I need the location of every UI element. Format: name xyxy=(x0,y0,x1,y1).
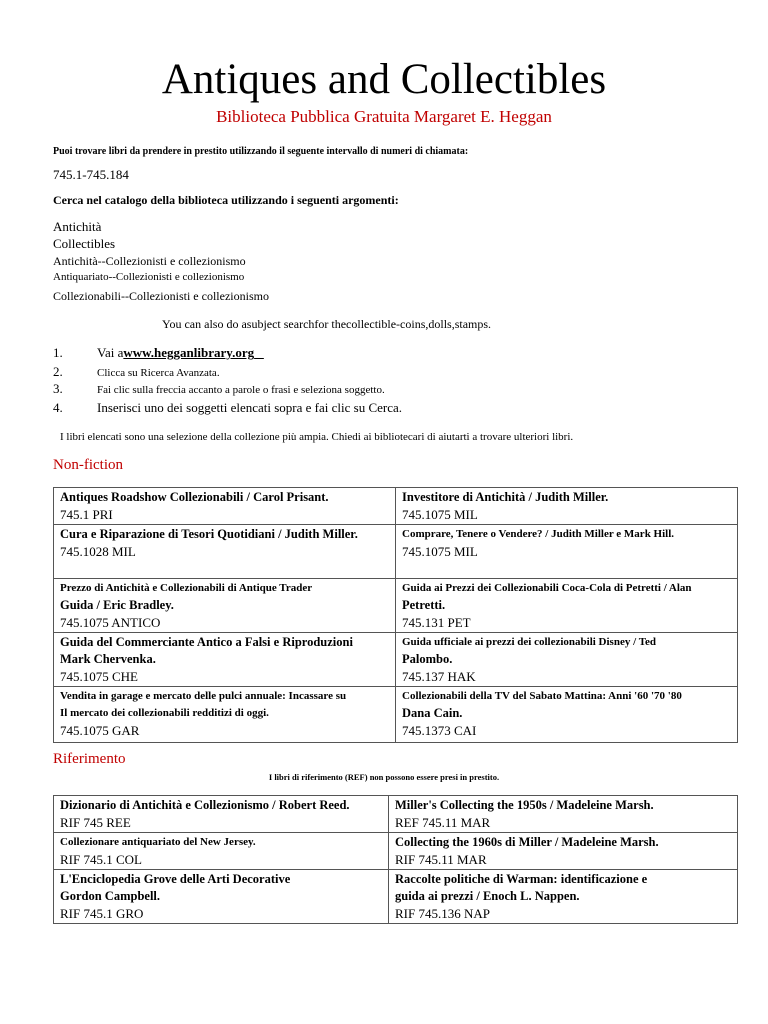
book-cell xyxy=(396,488,738,525)
call-number: REF 745.11 MAR xyxy=(395,815,491,830)
book-author: guida ai prezzi / Enoch L. Nappen. xyxy=(395,889,580,903)
step-number: 4. xyxy=(53,400,63,415)
book-title: Dizionario di Antichità e Collezionismo / Robert Reed. xyxy=(60,798,350,812)
step-text: Inserisci uno dei soggetti elencati sopra e fai clic su Cerca. xyxy=(97,400,403,415)
book-cell xyxy=(389,833,738,870)
step-number: 3. xyxy=(53,381,63,396)
call-number: 745.137 HAK xyxy=(402,669,476,684)
book-author: Dana Cain. xyxy=(402,706,463,720)
catalog-search-label: Cerca nel catalogo della biblioteca utilizzando i seguenti argomenti: xyxy=(53,193,399,207)
call-number: 745.1028 MIL xyxy=(60,544,136,559)
book-title: Guida ai Prezzi dei Collezionabili Coca-Cola di Petretti / Alan xyxy=(402,582,692,594)
subject-search-tip: You can also do asubject searchfor thecollectible-coins,dolls,stamps. xyxy=(162,317,492,331)
step-text: Vai a xyxy=(97,345,124,360)
call-number: 745.1075 MIL xyxy=(402,507,478,522)
call-number: 745.1075 GAR xyxy=(60,723,140,738)
book-title: Antiques Roadshow Collezionabili / Carol Prisant. xyxy=(60,490,329,504)
reference-heading: Riferimento xyxy=(53,751,126,767)
book-title: Collezionare antiquariato del New Jersey. xyxy=(60,836,256,848)
table-row xyxy=(54,796,738,833)
subject-item: Collectibles xyxy=(53,236,116,251)
step-text: Fai clic sulla freccia accanto a parole o frasi e seleziona soggetto. xyxy=(97,384,385,396)
book-title: Investitore di Antichità / Judith Miller. xyxy=(402,490,609,504)
book-cell xyxy=(54,687,396,743)
book-author: Palombo. xyxy=(402,652,453,666)
page-title: Antiques and Collectibles xyxy=(161,56,607,103)
library-website-link[interactable]: www.hegganlibrary.org xyxy=(123,345,255,360)
call-number: RIF 745.1 GRO xyxy=(60,906,144,921)
call-number: RIF 745.11 MAR xyxy=(395,852,487,867)
book-cell xyxy=(54,833,389,870)
call-number: 745.1 PRI xyxy=(60,507,113,522)
book-title: Raccolte politiche di Warman: identificazione e xyxy=(395,872,648,886)
step-1 xyxy=(53,345,264,361)
call-number: RIF 745 REE xyxy=(60,815,131,830)
call-number: 745.1075 ANTICO xyxy=(60,615,161,630)
table-row xyxy=(54,833,738,870)
step-number: 2. xyxy=(53,364,63,379)
book-author: Mark Chervenka. xyxy=(60,652,156,666)
call-range-value: 745.1-745.184 xyxy=(53,167,129,182)
call-range-label: Puoi trovare libri da prendere in prestito utilizzando il seguente intervallo di numeri di chiamata: xyxy=(53,146,469,157)
call-number: 745.131 PET xyxy=(402,615,471,630)
table-row xyxy=(54,488,738,525)
table-row xyxy=(54,633,738,687)
book-cell xyxy=(54,525,396,579)
book-title: Guida del Commerciante Antico a Falsi e Riproduzioni xyxy=(60,635,353,649)
book-cell xyxy=(389,870,738,924)
book-cell xyxy=(396,525,738,579)
reference-table xyxy=(53,795,738,924)
step-2 xyxy=(53,364,220,380)
table-row xyxy=(54,687,738,743)
book-author: Guida / Eric Bradley. xyxy=(60,598,174,612)
reference-note: I libri di riferimento (REF) non possono essere presi in prestito. xyxy=(268,772,500,782)
book-cell xyxy=(54,488,396,525)
library-name: Biblioteca Pubblica Gratuita Margaret E. Heggan xyxy=(216,107,552,126)
book-cell xyxy=(396,633,738,687)
subject-item: Antiquariato--Collezionisti e collezionismo xyxy=(53,271,245,283)
step-3 xyxy=(53,381,385,397)
step-number: 1. xyxy=(53,345,63,360)
book-title: Collezionabili della TV del Sabato Mattina: Anni '60 '70 '80 xyxy=(402,690,682,702)
book-cell xyxy=(396,579,738,633)
subject-item: Antichità--Collezionisti e collezionismo xyxy=(53,254,246,268)
table-row xyxy=(54,525,738,579)
book-cell xyxy=(54,796,389,833)
table-row xyxy=(54,579,738,633)
book-cell xyxy=(389,796,738,833)
call-number: RIF 745.1 COL xyxy=(60,852,142,867)
nonfiction-heading: Non-fiction xyxy=(53,457,123,473)
book-title: Cura e Riparazione di Tesori Quotidiani / Judith Miller. xyxy=(60,527,358,541)
selection-note: I libri elencati sono una selezione della collezione più ampia. Chiedi ai bibliotecari di aiutarti a trovare ulteriori libri. xyxy=(60,431,574,443)
call-number: 745.1075 MIL xyxy=(402,544,478,559)
book-cell xyxy=(54,870,389,924)
call-number: 745.1373 CAI xyxy=(402,723,477,738)
book-cell xyxy=(54,633,396,687)
call-number: 745.1075 CHE xyxy=(60,669,138,684)
step-4 xyxy=(53,400,402,416)
book-title: Prezzo di Antichità e Collezionabili di Antique Trader xyxy=(60,582,313,594)
book-title: Miller's Collecting the 1950s / Madeleine Marsh. xyxy=(395,798,654,812)
subject-item: Antichità xyxy=(53,219,102,234)
book-title: Collecting the 1960s di Miller / Madeleine Marsh. xyxy=(395,835,659,849)
nonfiction-table xyxy=(53,487,738,743)
book-title-cont: Il mercato dei collezionabili redditizi di oggi. xyxy=(60,707,269,719)
book-title: Comprare, Tenere o Vendere? / Judith Miller e Mark Hill. xyxy=(402,528,675,540)
subject-item: Collezionabili--Collezionisti e collezionismo xyxy=(53,289,269,303)
book-cell xyxy=(396,687,738,743)
book-cell xyxy=(54,579,396,633)
step-text: Clicca su Ricerca Avanzata. xyxy=(97,367,220,379)
table-row xyxy=(54,870,738,924)
book-author: Gordon Campbell. xyxy=(60,889,161,903)
book-title: Vendita in garage e mercato delle pulci annuale: Incassare su xyxy=(60,690,347,702)
call-number: RIF 745.136 NAP xyxy=(395,906,490,921)
book-title: L'Enciclopedia Grove delle Arti Decorative xyxy=(60,872,291,886)
book-author: Petretti. xyxy=(402,598,446,612)
book-title: Guida ufficiale ai prezzi dei collezionabili Disney / Ted xyxy=(402,636,657,648)
